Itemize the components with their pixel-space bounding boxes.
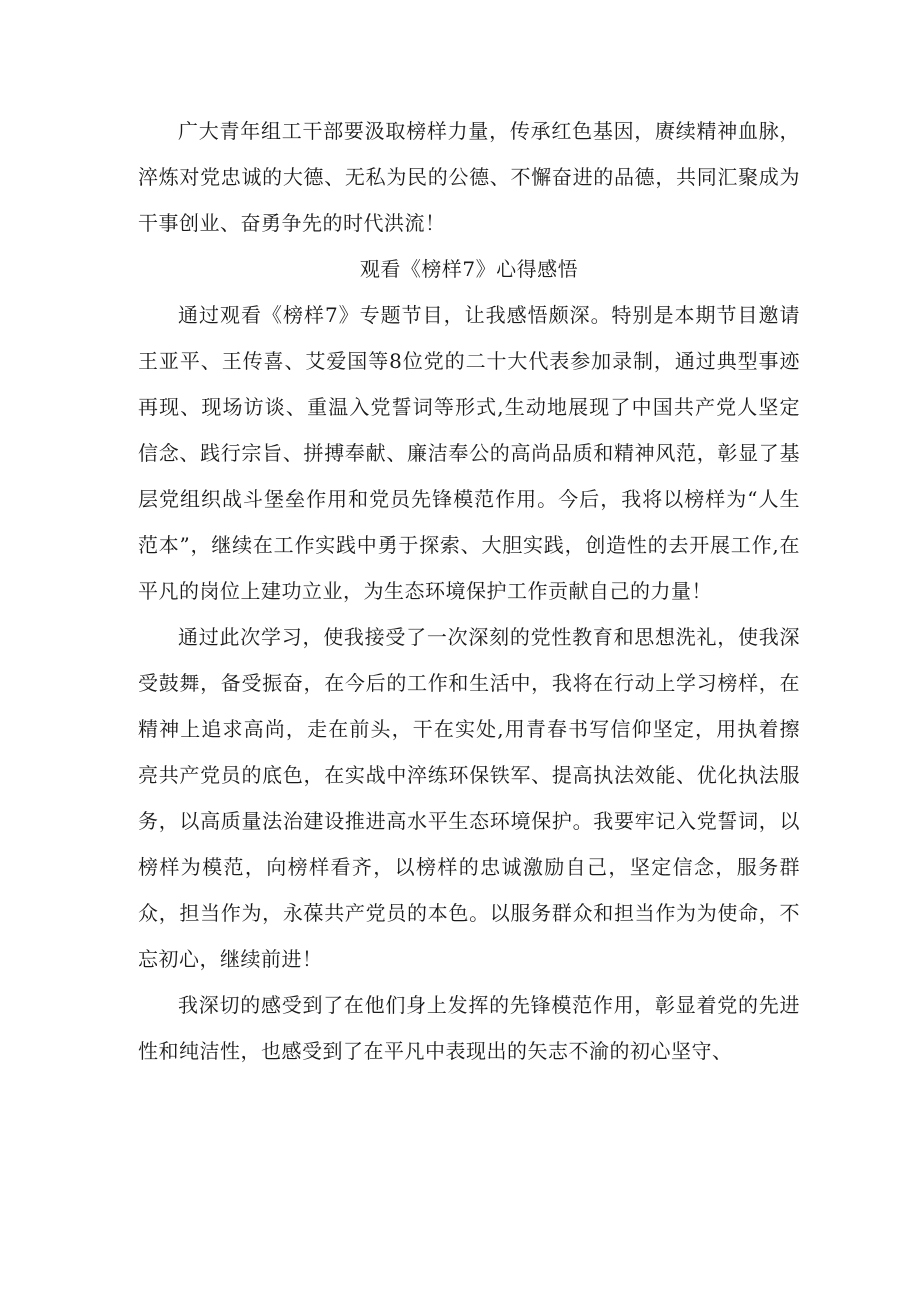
paragraph-intro: 广大青年组工干部要汲取榜样力量，传承红色基因，赓续精神血脉，淬炼对党忠诚的大德、无私为民的公德、不懈奋进的品德，共同汇聚成为干事创业、奋勇争先的时代洪流！ xyxy=(138,119,800,235)
paragraph-2: 通过此次学习，使我接受了一次深刻的党性教育和思想洗礼，使我深受鼓舞，备受振奋，在今后的工作和生活中，我将在行动上学习榜样，在精神上追求高尚，走在前头，干在实处,用青春书写信仰坚定，用执着擦亮共产党员的底色，在实战中淬练环保铁军、提高执法效能、优化执法服务，以高质量法治建设推进高水平生态环境保护。我要牢记入党誓词，以榜样为模范，向榜样看齐，以榜样的忠诚激励自己，坚定信念，服务群众，担当作为，永葆共产党员的本色。以服务群众和担当作为为使命，不忘初心，继续前进！ xyxy=(138,625,800,971)
section-heading: 观看《榜样7》心得感悟 xyxy=(359,257,579,281)
paragraph-1: 通过观看《榜样7》专题节目，让我感悟颇深。特别是本期节目邀请王亚平、王传喜、艾爱国等8位党的二十大代表参加录制，通过典型事迹再现、现场访谈、重温入党誓词等形式,生动地展现了中国共产党人坚定信念、践行宗旨、拼搏奉献、廉洁奉公的高尚品质和精神风范，彰显了基层党组织战斗堡垒作用和党员先锋模范作用。今后，我将以榜样为“人生范本”，继续在工作实践中勇于探索、大胆实践，创造性的去开展工作,在平凡的岗位上建功立业，为生态环境保护工作贡献自己的力量！ xyxy=(138,303,800,603)
document-body xyxy=(138,108,800,1074)
paragraph-3: 我深切的感受到了在他们身上发挥的先锋模范作用，彰显着党的先进性和纯洁性，也感受到了在平凡中表现出的矢志不渝的初心坚守、 xyxy=(138,993,800,1063)
